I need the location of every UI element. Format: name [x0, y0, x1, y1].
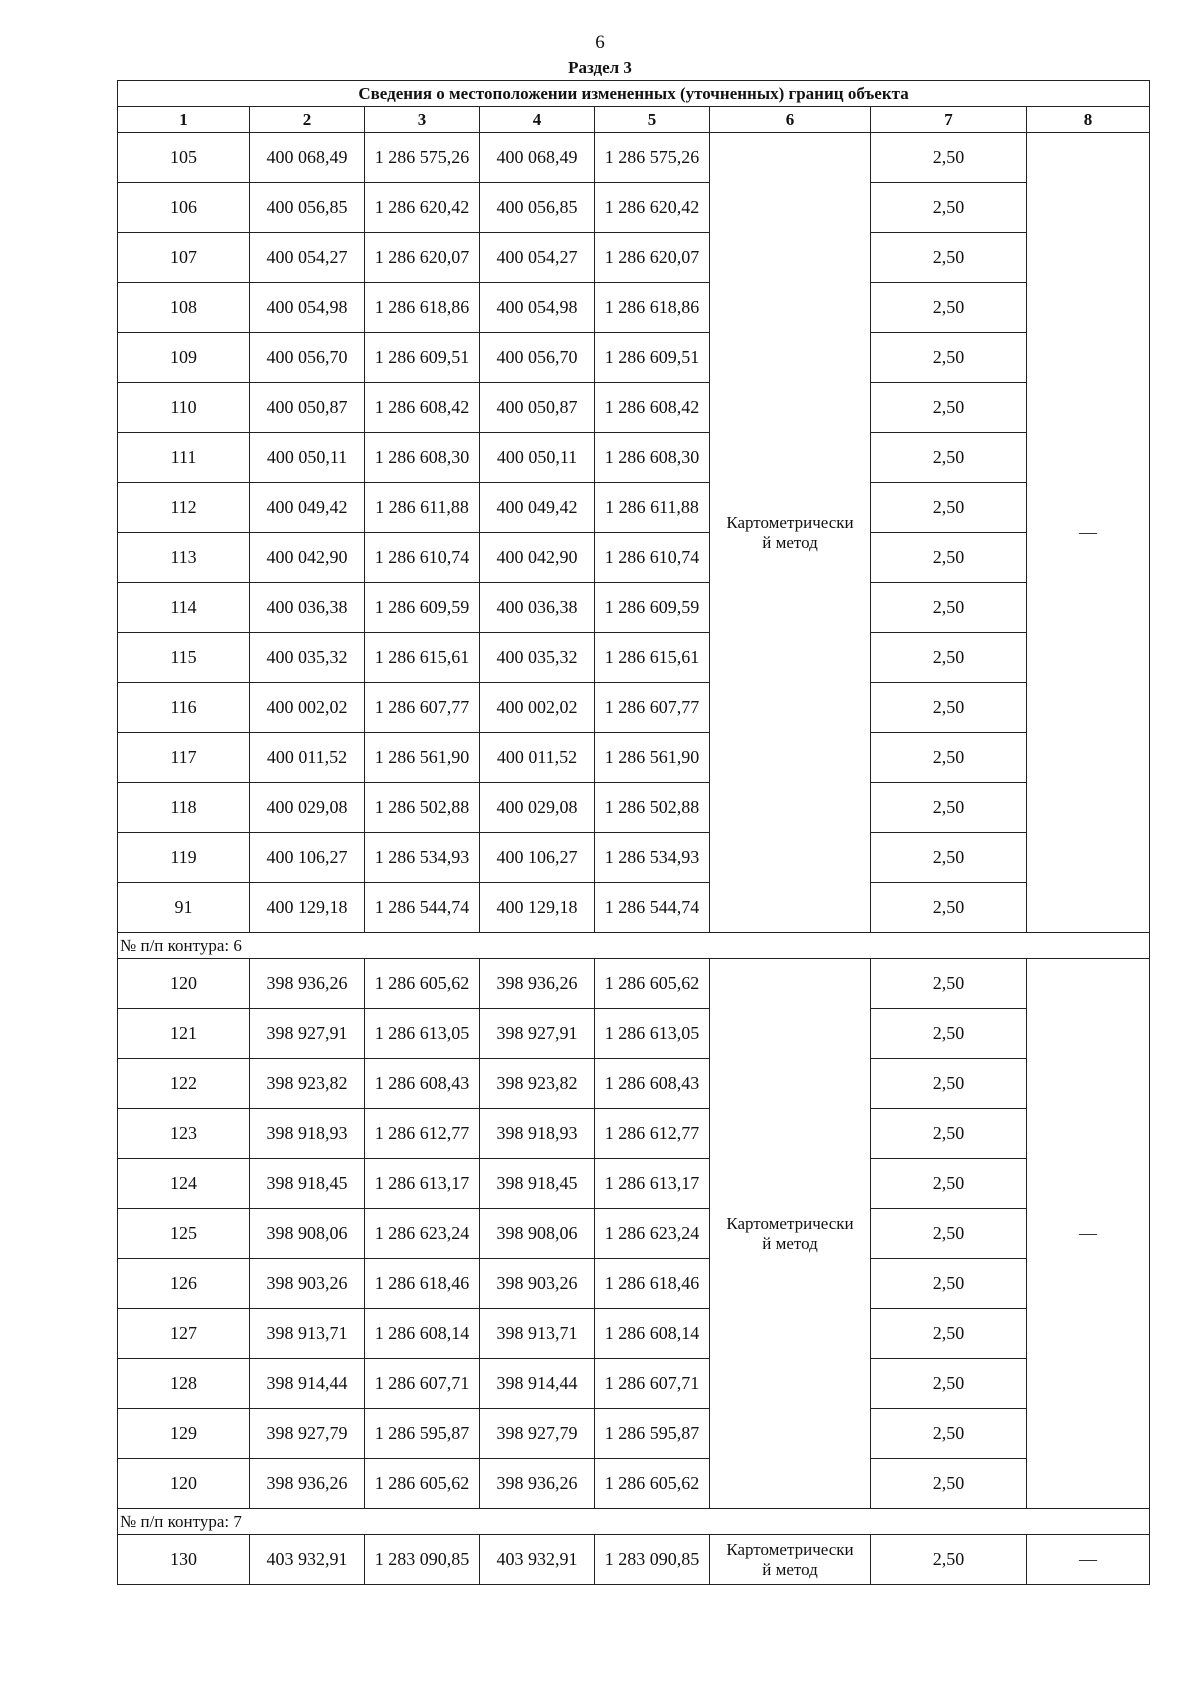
existing-x: 400 029,08 [250, 783, 365, 833]
existing-x: 398 927,91 [250, 1009, 365, 1059]
point-number: 127 [118, 1309, 250, 1359]
new-x: 403 932,91 [480, 1535, 595, 1585]
table-row [118, 583, 1150, 633]
accuracy-value: 2,50 [871, 1209, 1027, 1259]
existing-y: 1 286 611,88 [365, 483, 480, 533]
new-y: 1 286 618,86 [595, 283, 710, 333]
point-number: 117 [118, 733, 250, 783]
existing-x: 398 913,71 [250, 1309, 365, 1359]
point-number: 115 [118, 633, 250, 683]
new-y: 1 286 605,62 [595, 959, 710, 1009]
accuracy-value: 2,50 [871, 1309, 1027, 1359]
accuracy-value: 2,50 [871, 1409, 1027, 1459]
table-row [118, 1009, 1150, 1059]
existing-x: 400 050,11 [250, 433, 365, 483]
existing-x: 400 036,38 [250, 583, 365, 633]
accuracy-value: 2,50 [871, 959, 1027, 1009]
new-y: 1 286 610,74 [595, 533, 710, 583]
accuracy-value: 2,50 [871, 183, 1027, 233]
existing-x: 400 042,90 [250, 533, 365, 583]
table-row [118, 233, 1150, 283]
section-title: Раздел 3 [568, 58, 632, 77]
contour-row [118, 1509, 1150, 1535]
existing-y: 1 286 608,43 [365, 1059, 480, 1109]
table-row [118, 883, 1150, 933]
dash-cell: — [1027, 133, 1150, 933]
table-row [118, 133, 1150, 183]
accuracy-value: 2,50 [871, 533, 1027, 583]
point-number: 112 [118, 483, 250, 533]
new-x: 398 927,91 [480, 1009, 595, 1059]
accuracy-value: 2,50 [871, 783, 1027, 833]
new-y: 1 286 608,42 [595, 383, 710, 433]
new-x: 398 923,82 [480, 1059, 595, 1109]
accuracy-value: 2,50 [871, 733, 1027, 783]
accuracy-value: 2,50 [871, 483, 1027, 533]
table-row [118, 683, 1150, 733]
page-number: 6 [595, 32, 605, 53]
new-y: 1 286 612,77 [595, 1109, 710, 1159]
new-y: 1 286 607,77 [595, 683, 710, 733]
table-row [118, 633, 1150, 683]
column-number-6: 6 [710, 107, 871, 133]
point-number: 121 [118, 1009, 250, 1059]
existing-x: 400 049,42 [250, 483, 365, 533]
accuracy-value: 2,50 [871, 233, 1027, 283]
table-row [118, 1359, 1150, 1409]
point-number: 124 [118, 1159, 250, 1209]
new-y: 1 286 623,24 [595, 1209, 710, 1259]
existing-y: 1 286 605,62 [365, 959, 480, 1009]
accuracy-value: 2,50 [871, 283, 1027, 333]
existing-x: 398 927,79 [250, 1409, 365, 1459]
new-x: 400 002,02 [480, 683, 595, 733]
existing-x: 398 903,26 [250, 1259, 365, 1309]
boundary-coordinates-table [117, 80, 1150, 1585]
existing-y: 1 286 613,05 [365, 1009, 480, 1059]
accuracy-value: 2,50 [871, 1059, 1027, 1109]
accuracy-value: 2,50 [871, 1459, 1027, 1509]
existing-y: 1 286 608,42 [365, 383, 480, 433]
existing-x: 398 936,26 [250, 1459, 365, 1509]
new-y: 1 286 615,61 [595, 633, 710, 683]
new-x: 400 029,08 [480, 783, 595, 833]
existing-x: 398 918,93 [250, 1109, 365, 1159]
point-number: 120 [118, 1459, 250, 1509]
column-number-8: 8 [1027, 107, 1150, 133]
new-x: 398 914,44 [480, 1359, 595, 1409]
existing-x: 400 002,02 [250, 683, 365, 733]
method-cell [710, 1535, 871, 1585]
accuracy-value: 2,50 [871, 1109, 1027, 1159]
new-y: 1 283 090,85 [595, 1535, 710, 1585]
table-row [118, 183, 1150, 233]
accuracy-value: 2,50 [871, 833, 1027, 883]
table-row [118, 1059, 1150, 1109]
accuracy-value: 2,50 [871, 1159, 1027, 1209]
new-y: 1 286 620,42 [595, 183, 710, 233]
method-text-line1: Картометрически [726, 1539, 854, 1559]
column-number-3: 3 [365, 107, 480, 133]
contour-row [118, 933, 1150, 959]
point-number: 122 [118, 1059, 250, 1109]
existing-y: 1 286 605,62 [365, 1459, 480, 1509]
existing-y: 1 286 613,17 [365, 1159, 480, 1209]
existing-x: 400 035,32 [250, 633, 365, 683]
point-number: 119 [118, 833, 250, 883]
accuracy-value: 2,50 [871, 1009, 1027, 1059]
accuracy-value: 2,50 [871, 1359, 1027, 1409]
contour-label: № п/п контура: 6 [118, 933, 1150, 959]
new-y: 1 286 605,62 [595, 1459, 710, 1509]
new-x: 400 042,90 [480, 533, 595, 583]
accuracy-value: 2,50 [871, 683, 1027, 733]
new-y: 1 286 608,30 [595, 433, 710, 483]
existing-y: 1 286 502,88 [365, 783, 480, 833]
new-x: 400 036,38 [480, 583, 595, 633]
point-number: 123 [118, 1109, 250, 1159]
table-row [118, 1159, 1150, 1209]
table-row [118, 833, 1150, 883]
new-x: 398 908,06 [480, 1209, 595, 1259]
contour-label: № п/п контура: 7 [118, 1509, 1150, 1535]
accuracy-value: 2,50 [871, 1259, 1027, 1309]
existing-x: 398 908,06 [250, 1209, 365, 1259]
new-x: 398 936,26 [480, 959, 595, 1009]
accuracy-value: 2,50 [871, 633, 1027, 683]
existing-x: 400 054,98 [250, 283, 365, 333]
accuracy-value: 2,50 [871, 583, 1027, 633]
existing-x: 400 011,52 [250, 733, 365, 783]
new-x: 398 903,26 [480, 1259, 595, 1309]
new-x: 400 129,18 [480, 883, 595, 933]
new-x: 398 936,26 [480, 1459, 595, 1509]
new-x: 400 068,49 [480, 133, 595, 183]
accuracy-value: 2,50 [871, 883, 1027, 933]
method-text-line1: Картометрически [726, 512, 854, 532]
point-number: 120 [118, 959, 250, 1009]
existing-x: 400 050,87 [250, 383, 365, 433]
point-number: 107 [118, 233, 250, 283]
existing-y: 1 286 609,51 [365, 333, 480, 383]
method-text-line2: й метод [762, 1233, 818, 1253]
new-y: 1 286 544,74 [595, 883, 710, 933]
existing-y: 1 286 608,30 [365, 433, 480, 483]
existing-y: 1 286 618,86 [365, 283, 480, 333]
method-text-line2: й метод [762, 1559, 818, 1579]
new-y: 1 286 608,43 [595, 1059, 710, 1109]
table-row [118, 1309, 1150, 1359]
point-number: 91 [118, 883, 250, 933]
column-number-7: 7 [871, 107, 1027, 133]
existing-y: 1 286 618,46 [365, 1259, 480, 1309]
existing-x: 398 918,45 [250, 1159, 365, 1209]
existing-x: 398 914,44 [250, 1359, 365, 1409]
column-number-5: 5 [595, 107, 710, 133]
point-number: 116 [118, 683, 250, 733]
column-number-2: 2 [250, 107, 365, 133]
new-y: 1 286 613,05 [595, 1009, 710, 1059]
point-number: 108 [118, 283, 250, 333]
accuracy-value: 2,50 [871, 333, 1027, 383]
new-y: 1 286 618,46 [595, 1259, 710, 1309]
point-number: 109 [118, 333, 250, 383]
existing-x: 400 054,27 [250, 233, 365, 283]
new-y: 1 286 609,51 [595, 333, 710, 383]
point-number: 118 [118, 783, 250, 833]
column-number-1: 1 [118, 107, 250, 133]
existing-y: 1 286 607,71 [365, 1359, 480, 1409]
existing-x: 400 106,27 [250, 833, 365, 883]
existing-x: 400 056,85 [250, 183, 365, 233]
new-y: 1 286 609,59 [595, 583, 710, 633]
column-number-4: 4 [480, 107, 595, 133]
point-number: 110 [118, 383, 250, 433]
new-x: 400 050,87 [480, 383, 595, 433]
method-text-line1: Картометрически [726, 1213, 854, 1233]
new-x: 400 050,11 [480, 433, 595, 483]
existing-y: 1 286 620,07 [365, 233, 480, 283]
existing-y: 1 286 610,74 [365, 533, 480, 583]
point-number: 114 [118, 583, 250, 633]
table-row [118, 533, 1150, 583]
table-row [118, 483, 1150, 533]
new-y: 1 286 561,90 [595, 733, 710, 783]
existing-x: 403 932,91 [250, 1535, 365, 1585]
method-cell [710, 133, 871, 933]
new-y: 1 286 608,14 [595, 1309, 710, 1359]
dash-cell: — [1027, 1535, 1150, 1585]
point-number: 126 [118, 1259, 250, 1309]
point-number: 106 [118, 183, 250, 233]
table-row [118, 383, 1150, 433]
point-number: 129 [118, 1409, 250, 1459]
point-number: 130 [118, 1535, 250, 1585]
accuracy-value: 2,50 [871, 1535, 1027, 1585]
table-body [118, 133, 1150, 1585]
table-row [118, 1259, 1150, 1309]
point-number: 105 [118, 133, 250, 183]
table-row [118, 283, 1150, 333]
existing-x: 400 068,49 [250, 133, 365, 183]
new-x: 400 054,27 [480, 233, 595, 283]
new-x: 400 056,85 [480, 183, 595, 233]
table-row [118, 959, 1150, 1009]
existing-y: 1 283 090,85 [365, 1535, 480, 1585]
table-row [118, 1109, 1150, 1159]
table-row [118, 1459, 1150, 1509]
method-text-line2: й метод [762, 532, 818, 552]
existing-y: 1 286 612,77 [365, 1109, 480, 1159]
existing-x: 400 129,18 [250, 883, 365, 933]
existing-y: 1 286 595,87 [365, 1409, 480, 1459]
new-y: 1 286 575,26 [595, 133, 710, 183]
new-x: 398 927,79 [480, 1409, 595, 1459]
new-x: 400 106,27 [480, 833, 595, 883]
new-y: 1 286 595,87 [595, 1409, 710, 1459]
dash-cell: — [1027, 959, 1150, 1509]
new-x: 400 035,32 [480, 633, 595, 683]
existing-y: 1 286 544,74 [365, 883, 480, 933]
new-x: 398 918,93 [480, 1109, 595, 1159]
point-number: 128 [118, 1359, 250, 1409]
point-number: 125 [118, 1209, 250, 1259]
new-x: 398 918,45 [480, 1159, 595, 1209]
new-x: 400 049,42 [480, 483, 595, 533]
existing-x: 398 923,82 [250, 1059, 365, 1109]
method-cell [710, 959, 871, 1509]
table-row [118, 333, 1150, 383]
existing-x: 398 936,26 [250, 959, 365, 1009]
existing-y: 1 286 623,24 [365, 1209, 480, 1259]
new-y: 1 286 620,07 [595, 233, 710, 283]
existing-y: 1 286 615,61 [365, 633, 480, 683]
table-row [118, 733, 1150, 783]
point-number: 113 [118, 533, 250, 583]
existing-x: 400 056,70 [250, 333, 365, 383]
existing-y: 1 286 575,26 [365, 133, 480, 183]
existing-y: 1 286 607,77 [365, 683, 480, 733]
existing-y: 1 286 620,42 [365, 183, 480, 233]
accuracy-value: 2,50 [871, 433, 1027, 483]
accuracy-value: 2,50 [871, 133, 1027, 183]
existing-y: 1 286 608,14 [365, 1309, 480, 1359]
existing-y: 1 286 534,93 [365, 833, 480, 883]
new-y: 1 286 611,88 [595, 483, 710, 533]
new-x: 398 913,71 [480, 1309, 595, 1359]
new-x: 400 056,70 [480, 333, 595, 383]
table-title: Сведения о местоположении измененных (уточненных) границ объекта [118, 81, 1150, 107]
point-number: 111 [118, 433, 250, 483]
accuracy-value: 2,50 [871, 383, 1027, 433]
new-y: 1 286 502,88 [595, 783, 710, 833]
table-row [118, 1209, 1150, 1259]
existing-y: 1 286 609,59 [365, 583, 480, 633]
table-row [118, 1409, 1150, 1459]
new-x: 400 054,98 [480, 283, 595, 333]
table-row [118, 1535, 1150, 1585]
new-y: 1 286 613,17 [595, 1159, 710, 1209]
table-row [118, 433, 1150, 483]
table-row [118, 783, 1150, 833]
existing-y: 1 286 561,90 [365, 733, 480, 783]
new-x: 400 011,52 [480, 733, 595, 783]
new-y: 1 286 534,93 [595, 833, 710, 883]
new-y: 1 286 607,71 [595, 1359, 710, 1409]
